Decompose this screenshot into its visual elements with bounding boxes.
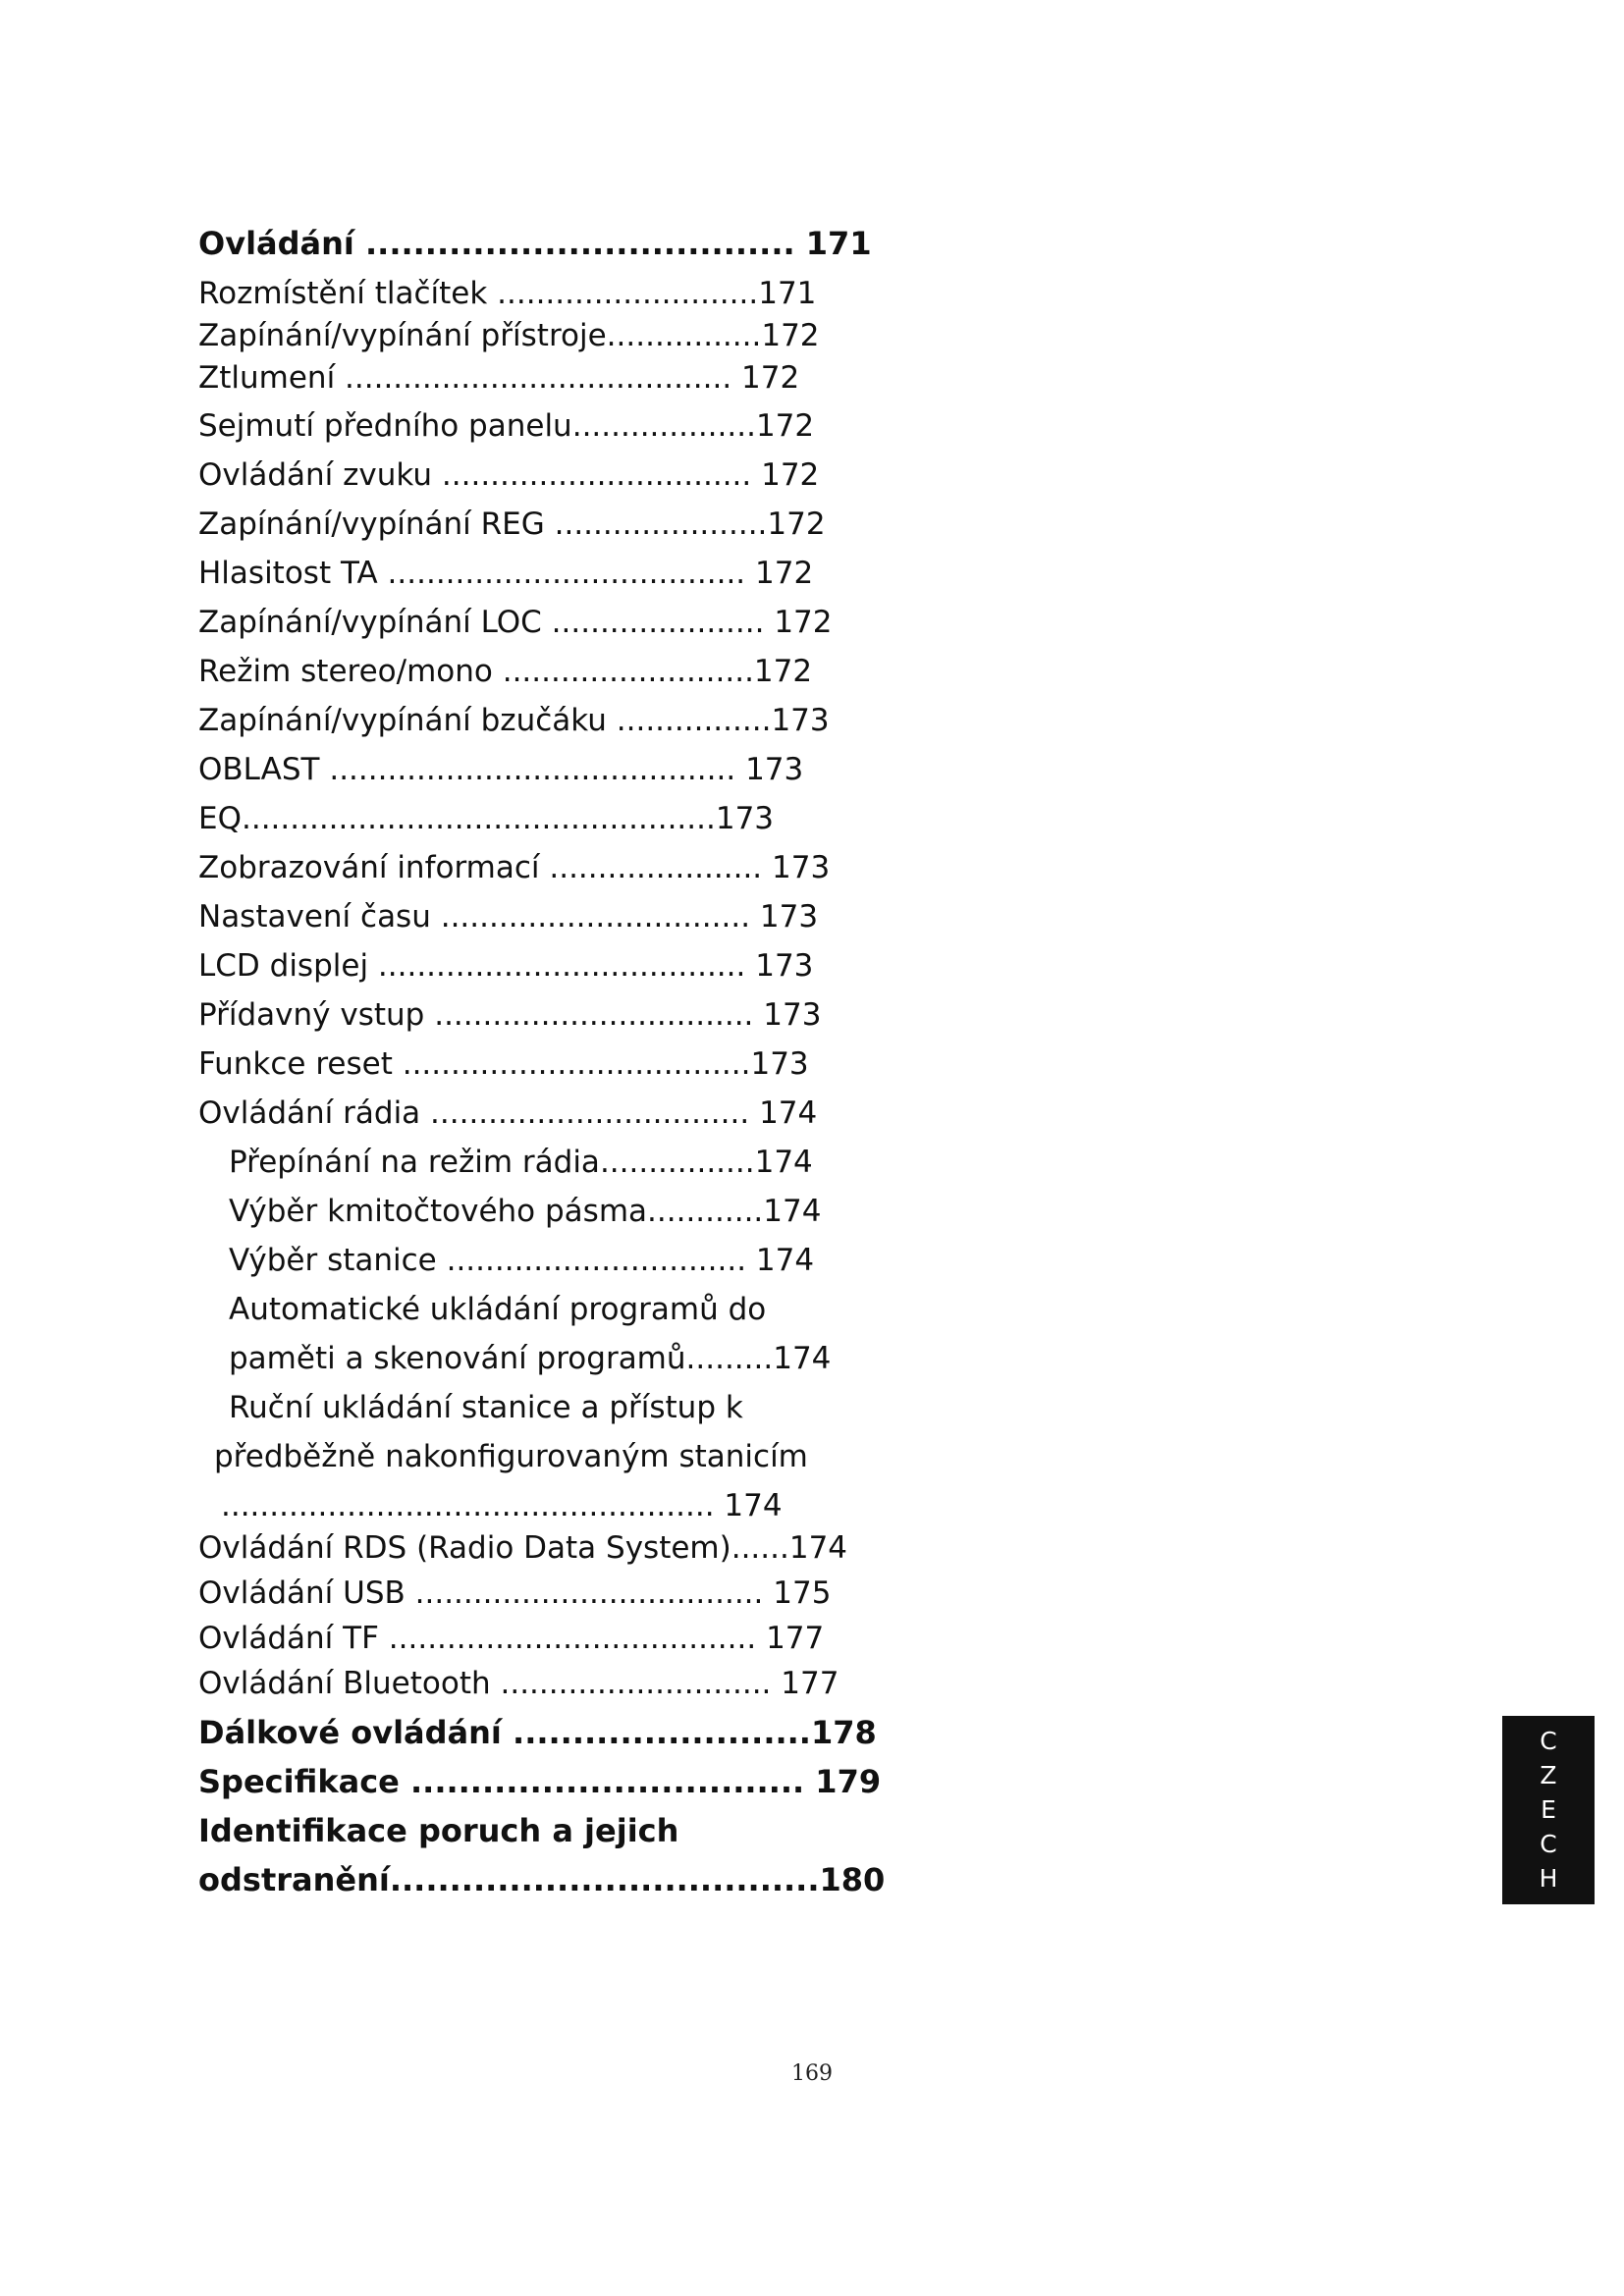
- toc-entry[interactable]: [229, 1143, 813, 1182]
- toc-entry[interactable]: [229, 1388, 743, 1427]
- toc-page: 173: [735, 752, 804, 787]
- toc-dots: ......................................: [378, 1621, 757, 1656]
- toc-page: 174: [749, 1095, 818, 1131]
- toc-label: OBLAST: [198, 752, 320, 787]
- toc-dots: ........................................: [335, 360, 732, 396]
- toc-dots: ....................................: [389, 1861, 820, 1898]
- toc-page: 173: [745, 948, 814, 984]
- toc-label: paměti a skenování programů: [229, 1341, 686, 1376]
- toc-dots: ............: [647, 1194, 764, 1229]
- toc-label: Identifikace poruch a jejich: [198, 1812, 679, 1849]
- toc-label: Ztlumení: [198, 360, 336, 396]
- toc-entry[interactable]: [221, 1486, 783, 1525]
- toc-dots: .................................: [424, 997, 754, 1033]
- toc-dots: ....................................: [405, 1575, 764, 1611]
- toc-entry[interactable]: [198, 455, 819, 495]
- toc-page: 174: [773, 1341, 832, 1376]
- toc-entry[interactable]: [229, 1192, 821, 1231]
- toc-page: 177: [756, 1621, 825, 1656]
- toc-label: Zapínání/vypínání přístroje: [198, 318, 607, 353]
- toc-label: Ovládání TF: [198, 1621, 379, 1656]
- toc-entry[interactable]: [198, 358, 799, 398]
- toc-dots: ................................: [430, 899, 751, 934]
- side-tab-letter: E: [1541, 1795, 1556, 1824]
- toc-dots: ................: [606, 703, 772, 738]
- toc-entry[interactable]: [198, 1664, 839, 1703]
- toc-label: LCD displej: [198, 948, 369, 984]
- toc-label: Ovládání rádia: [198, 1095, 421, 1131]
- toc-page: 173: [762, 850, 831, 885]
- toc-dots: ...................: [571, 408, 756, 444]
- toc-label: Přepínání na režim rádia: [229, 1145, 600, 1180]
- toc-entry[interactable]: [229, 1290, 766, 1329]
- toc-page: 173: [715, 801, 775, 836]
- toc-page: 172: [767, 507, 826, 542]
- toc-entry[interactable]: [198, 1713, 877, 1752]
- toc-label: Výběr kmitočtového pásma: [229, 1194, 648, 1229]
- toc-entry[interactable]: [198, 946, 813, 986]
- toc-page: 177: [771, 1666, 839, 1701]
- toc-label: odstranění: [198, 1861, 390, 1898]
- toc-dots: .................................................: [242, 801, 716, 836]
- toc-entry[interactable]: [198, 1619, 824, 1658]
- toc-dots: ............................: [490, 1666, 772, 1701]
- toc-label: Hlasitost TA: [198, 556, 378, 591]
- toc-label: Ovládání: [198, 225, 354, 262]
- toc-label: Přídavný vstup: [198, 997, 425, 1033]
- toc-page: 174: [763, 1194, 822, 1229]
- toc-entry[interactable]: [198, 603, 833, 642]
- toc-label: Ovládání USB: [198, 1575, 406, 1611]
- toc-entry[interactable]: [198, 1762, 881, 1801]
- toc-page: 174: [714, 1488, 783, 1523]
- toc-page: 172: [761, 318, 820, 353]
- toc-label: EQ: [198, 801, 242, 836]
- toc-label: předběžně nakonfigurovaným stanicím: [214, 1439, 808, 1474]
- side-tab-letter: C: [1540, 1727, 1557, 1755]
- toc-entry[interactable]: [198, 224, 872, 263]
- toc-entry[interactable]: [198, 1811, 678, 1850]
- toc-label: Funkce reset: [198, 1046, 393, 1082]
- toc-entry[interactable]: [198, 652, 812, 691]
- toc-entry[interactable]: [198, 897, 818, 936]
- toc-page: 174: [788, 1530, 848, 1566]
- toc-entry[interactable]: [198, 274, 816, 313]
- side-tab-letter: H: [1539, 1864, 1558, 1893]
- toc-page: 172: [764, 605, 833, 640]
- toc-page: 172: [731, 360, 800, 396]
- toc-page: .178: [798, 1714, 877, 1751]
- toc-entry[interactable]: [198, 848, 830, 887]
- toc-page: 173: [750, 899, 819, 934]
- toc-label: Ruční ukládání stanice a přístup k: [229, 1390, 743, 1425]
- toc-entry[interactable]: [198, 505, 826, 544]
- toc-dots: .................................: [420, 1095, 750, 1131]
- toc-entry[interactable]: [198, 701, 830, 740]
- toc-entry[interactable]: [198, 316, 820, 355]
- toc-page: 174: [746, 1243, 815, 1278]
- toc-page: 179: [804, 1763, 882, 1800]
- toc-page: 174: [754, 1145, 813, 1180]
- toc-label: Ovládání zvuku: [198, 457, 433, 493]
- toc-label: Dálkové ovládání: [198, 1714, 502, 1751]
- toc-entry[interactable]: [198, 406, 814, 446]
- toc-page: 172: [755, 408, 815, 444]
- language-side-tab: [1502, 1716, 1595, 1904]
- toc-page: 172: [753, 654, 813, 689]
- toc-entry[interactable]: [198, 1528, 847, 1568]
- toc-entry[interactable]: [198, 554, 813, 593]
- toc-dots: ..........................: [492, 654, 754, 689]
- toc-label: Sejmutí předního panelu: [198, 408, 572, 444]
- toc-entry[interactable]: [198, 799, 774, 838]
- side-tab-letter: Z: [1540, 1761, 1557, 1789]
- toc-label: Režim stereo/mono: [198, 654, 493, 689]
- toc-dots: .................................: [399, 1763, 805, 1800]
- toc-entry[interactable]: [229, 1241, 814, 1280]
- toc-dots: ...............................: [436, 1243, 747, 1278]
- toc-dots: ................................: [432, 457, 752, 493]
- toc-label: Specifikace: [198, 1763, 400, 1800]
- toc-dots: ......: [731, 1530, 789, 1566]
- toc-label: Zapínání/vypínání LOC: [198, 605, 542, 640]
- toc-dots: ................: [599, 1145, 755, 1180]
- toc-dots: ..........................................: [319, 752, 736, 787]
- toc-entry[interactable]: [198, 750, 803, 789]
- toc-dots: ...................................................: [221, 1488, 715, 1523]
- toc-label: Rozmístění tlačítek: [198, 276, 488, 311]
- toc-page: 180: [819, 1861, 886, 1898]
- side-tab-letter: C: [1540, 1830, 1557, 1858]
- toc-label: Ovládání RDS (Radio Data System): [198, 1530, 731, 1566]
- page-number: 169: [791, 2061, 833, 2086]
- toc-page: 172: [745, 556, 814, 591]
- toc-page: 175: [763, 1575, 832, 1611]
- toc-dots: .........: [685, 1341, 774, 1376]
- toc-dots: .....................................: [377, 556, 746, 591]
- toc-dots: ....................................: [353, 225, 795, 262]
- toc-label: Nastavení času: [198, 899, 431, 934]
- toc-page: 171: [794, 225, 872, 262]
- toc-dots: ........................: [501, 1714, 799, 1751]
- toc-dots: ....................................: [392, 1046, 751, 1082]
- toc-label: Zapínání/vypínání REG: [198, 507, 545, 542]
- toc-dots: ......................: [541, 605, 765, 640]
- toc-label: Zapínání/vypínání bzučáku: [198, 703, 607, 738]
- toc-page: 173: [753, 997, 822, 1033]
- toc-dots: ...........................: [487, 276, 759, 311]
- toc-label: Výběr stanice: [229, 1243, 437, 1278]
- toc-entry[interactable]: [214, 1437, 808, 1476]
- toc-entry[interactable]: [229, 1339, 831, 1378]
- toc-page: 173: [771, 703, 830, 738]
- toc-dots: ......................: [539, 850, 763, 885]
- toc-label: Automatické ukládání programů do: [229, 1292, 767, 1327]
- toc-page: 172: [751, 457, 820, 493]
- toc-dots: ................: [606, 318, 762, 353]
- toc-page: 173: [750, 1046, 809, 1082]
- toc-dots: ......................................: [368, 948, 746, 984]
- toc-entry[interactable]: [198, 1574, 831, 1613]
- toc-label: Ovládání Bluetooth: [198, 1666, 491, 1701]
- toc-page: 171: [758, 276, 817, 311]
- toc-entry[interactable]: [198, 1094, 817, 1133]
- toc-entry[interactable]: [198, 995, 821, 1035]
- toc-dots: ......................: [544, 507, 768, 542]
- toc-entry[interactable]: [198, 1044, 809, 1084]
- toc-label: Zobrazování informací: [198, 850, 540, 885]
- toc-entry[interactable]: [198, 1860, 885, 1899]
